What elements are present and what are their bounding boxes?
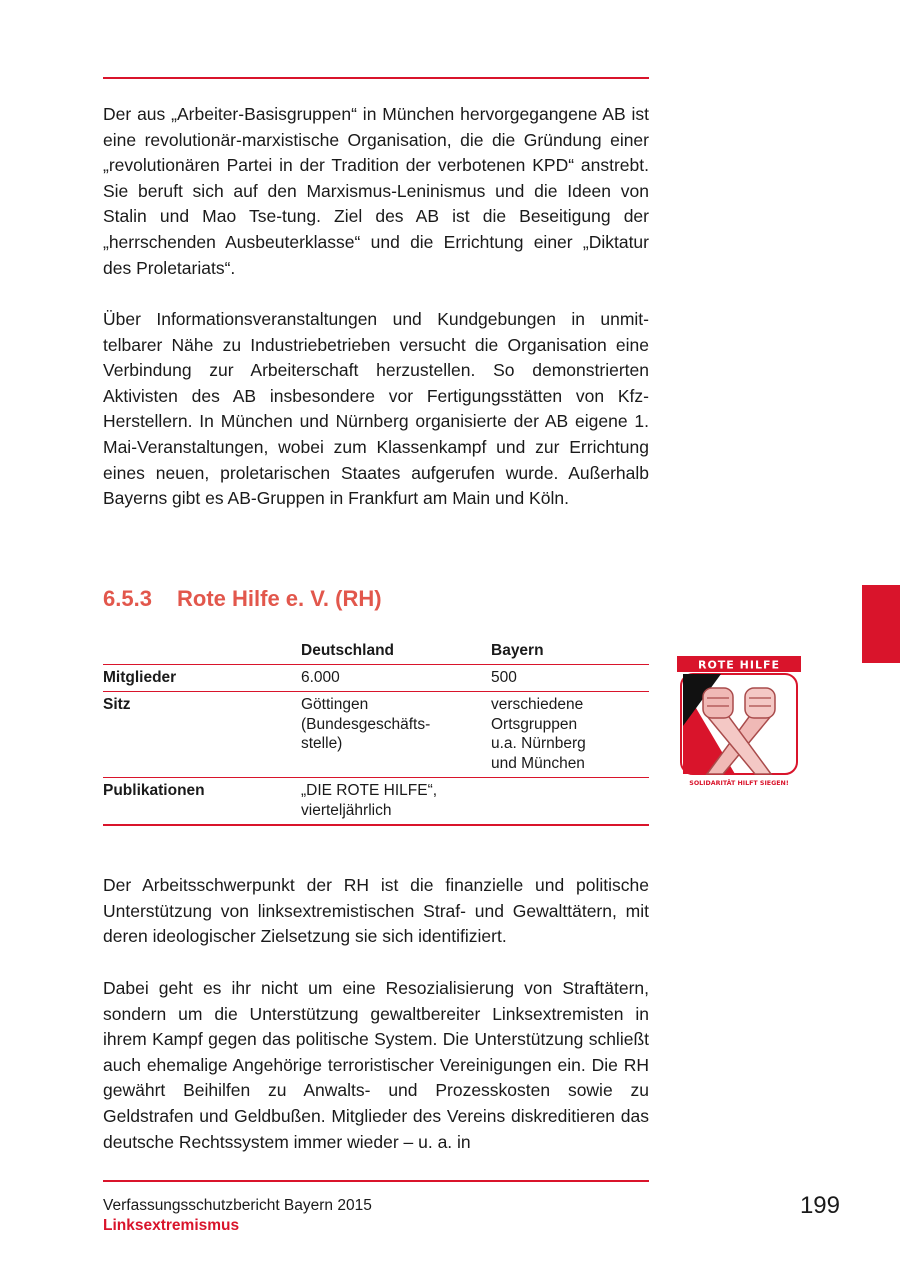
chapter-side-tab xyxy=(862,585,900,663)
cell-bayern: verschiedene Ortsgruppen u.a. Nürnberg und München xyxy=(491,696,586,772)
page-number: 199 xyxy=(799,1192,840,1219)
table-header-empty xyxy=(103,638,301,664)
row-label: Mitglieder xyxy=(103,668,177,686)
cell-bayern: 500 xyxy=(491,668,517,686)
footer-subtitle: Linksextremismus xyxy=(103,1217,240,1234)
table-row xyxy=(103,664,649,692)
cell-deutschland: 6.000 xyxy=(301,668,340,686)
cell-bayern xyxy=(491,778,649,826)
paragraph-rh-focus: Der Arbeitsschwerpunkt der RH ist die finanzielle und politische Unterstützung von linksextremistischen Straf- und Gewalttätern, mit deren ideologischer Zielsetzung sie sich identifiziert. xyxy=(103,875,649,947)
logo-top-text: ROTE HILFE xyxy=(697,658,781,672)
footer-title: Verfassungsschutzbericht Bayern 2015 xyxy=(103,1197,372,1214)
paragraph-ab-intro: Der aus „Arbeiter-Basisgruppen“ in München hervorgegangene AB ist eine revolutionär-marxistische Organisation, die die Gründung einer „revolutionären Partei in der Tradition der verbotenen KPD“ anstrebt. Sie beruft sich auf den Marxismus-Leninismus und die Ideen von Stalin und Mao Tse-tung. Ziel des AB ist die Beseitigung der „herrschenden Ausbeuterklasse“ und die Errichtung einer „Diktatur des Proletariats“. xyxy=(103,104,649,278)
section-heading xyxy=(103,586,382,612)
row-label: Publikationen xyxy=(103,782,205,799)
table-header-deutschland: Deutschland xyxy=(301,642,395,659)
table-row xyxy=(103,692,649,778)
cell-deutschland: Göttingen (Bundesgeschäfts- stelle) xyxy=(301,696,431,752)
table-header-row xyxy=(103,638,649,664)
cell-deutschland: „DIE ROTE HILFE“, vierteljährlich xyxy=(301,782,438,819)
paragraph-ab-activities: Über Informationsveranstaltungen und Kundgebungen in unmittelbarer Nähe zu Industriebetrieben versucht die Organisation eine Verbindung zur Arbeiterschaft herzustellen. So demonstrierten Aktivisten des AB insbesondere vor Fertigungsstätten von Kfz-Herstellern. In München und Nürnberg organisierte der AB eigene 1. Mai-Veranstaltungen, wobei zum Klassenkampf und zur Errichtung eines neuen, proletarischen Staates aufgerufen wurde. Außerhalb Bayerns gibt es AB-Gruppen in Frankfurt am Main und Köln. xyxy=(103,309,649,509)
section-number: 6.5.3 xyxy=(103,586,152,611)
table-header-bayern: Bayern xyxy=(491,642,544,659)
table-row xyxy=(103,778,649,826)
section-title: Rote Hilfe e. V. (RH) xyxy=(177,586,382,611)
logo-bottom-text: SOLIDARITÄT HILFT SIEGEN! xyxy=(689,780,789,787)
footer-rule xyxy=(103,1180,649,1182)
row-label: Sitz xyxy=(103,696,131,713)
rote-hilfe-logo-icon xyxy=(677,656,801,788)
top-rule xyxy=(103,77,649,79)
facts-table xyxy=(103,638,649,826)
paragraph-rh-support: Dabei geht es ihr nicht um eine Resozialisierung von Straftätern, sondern um die Unterstützung gewaltbereiter Linksextremisten in ihrem Kampf gegen das politische System. Die Unterstützung schließt auch ehemalige Angehörige terroristischer Vereinigungen ein. Die RH gewährt Beihilfen zu Anwalts- und Prozesskosten sowie zu Geldstrafen und Geldbußen. Mitglieder des Vereins diskreditieren das deutsche Rechtssystem immer wieder – u. a. in xyxy=(103,978,649,1152)
